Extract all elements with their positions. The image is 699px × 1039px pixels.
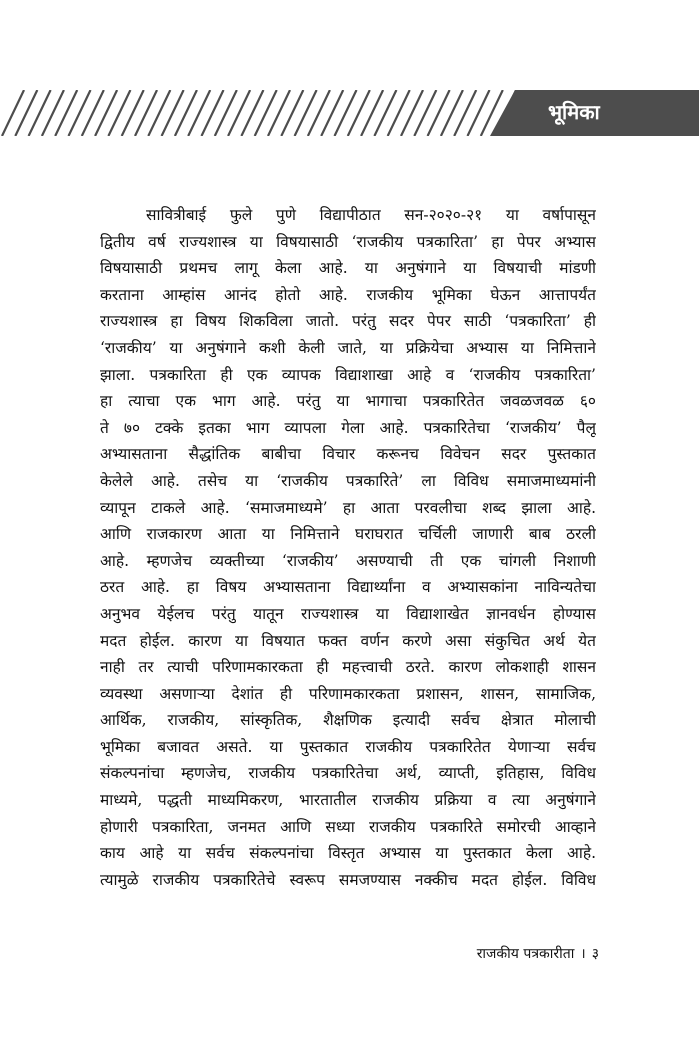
text-line: भूमिका बजावत असते. या पुस्तकात राजकीय पत्रकारितेत येणाऱ्या सर्वच	[100, 737, 596, 756]
stripe-line	[108, 90, 130, 136]
stripe-line	[361, 90, 383, 136]
text-line: होणारी पत्रकारिता, जनमत आणि सध्या राजकीय पत्रकारिते समोरची आव्हाने	[100, 817, 596, 836]
chapter-body	[100, 202, 596, 893]
stripe-line	[188, 90, 210, 136]
stripe-line	[441, 90, 463, 136]
text-line: माध्यमे, पद्धती माध्यमिकरण, भारतातील राजकीय प्रक्रिया व त्या अनुषंगाने	[100, 791, 596, 810]
stripe-line	[215, 90, 237, 136]
text-line: हा त्याचा एक भाग आहे. परंतु या भागाचा पत्रकारितेत जवळजवळ ६०	[100, 392, 596, 411]
stripe-line	[241, 90, 263, 136]
stripe-line	[162, 90, 184, 136]
stripe-line	[468, 90, 490, 136]
stripe-line	[335, 90, 357, 136]
text-line: ठरत आहे. हा विषय अभ्यासताना विद्यार्थ्यांना व अभ्यासकांना नाविन्यतेचा	[100, 578, 596, 597]
text-line: विषयासाठी प्रथमच लागू केला आहे. या अनुषंगाने या विषयाची मांडणी	[100, 259, 596, 278]
stripe-line	[268, 90, 290, 136]
page-footer	[477, 944, 599, 963]
text-line: काय आहे या सर्वच संकल्पनांचा विस्तृत अभ्यास या पुस्तकात केला आहे.	[100, 844, 596, 863]
text-line: अभ्यासताना सैद्धांतिक बाबीचा विचार करूनच विवेचन सदर पुस्तकात	[100, 445, 596, 464]
stripe-line	[374, 90, 396, 136]
text-line: मदत होईल. कारण या विषयात फक्त वर्णन करणे असा संकुचित अर्थ येत	[100, 631, 596, 650]
diagonal-stripes-decoration	[0, 90, 520, 136]
text-line: करताना आम्हांस आनंद होतो आहे. राजकीय भूमिका घेऊन आत्तापर्यंत	[100, 285, 596, 304]
footer-separator: ।	[580, 946, 586, 962]
text-line: केलेले आहे. तसेच या ‘राजकीय पत्रकारिते’ ला विविध समाजमाध्यमांनी	[100, 471, 596, 490]
text-line: आहे. म्हणजेच व्यक्तीच्या ‘राजकीय’ असण्याची ती एक चांगली निशाणी	[100, 551, 596, 570]
stripe-line	[135, 90, 157, 136]
stripe-line	[95, 90, 117, 136]
text-line: झाला. पत्रकारिता ही एक व्यापक विद्याशाखा आहे व ‘राजकीय पत्रकारिता’	[100, 365, 596, 384]
stripe-line	[175, 90, 197, 136]
stripe-line	[348, 90, 370, 136]
stripe-line	[202, 90, 224, 136]
stripe-line	[308, 90, 330, 136]
text-line: व्यापून टाकले आहे. ‘समाजमाध्यमे’ हा आता परवलीचा शब्द झाला आहे.	[100, 498, 596, 517]
stripe-line	[281, 90, 303, 136]
stripe-line	[15, 90, 37, 136]
page-number: ३	[591, 946, 599, 962]
stripe-line	[255, 90, 277, 136]
stripe-line	[321, 90, 343, 136]
text-line: ते ७० टक्के इतका भाग व्यापला गेला आहे. पत्रकारितेचा ‘राजकीय’ पैलू	[100, 418, 596, 437]
stripe-line	[295, 90, 317, 136]
stripe-line	[454, 90, 476, 136]
running-title: राजकीय पत्रकारीता	[476, 946, 575, 962]
text-line: संकल्पनांचा म्हणजेच, राजकीय पत्रकारितेचा अर्थ, व्याप्ती, इतिहास, विविध	[100, 764, 596, 783]
stripe-line	[428, 90, 450, 136]
text-line: अनुभव येईलच परंतु यातून राज्यशास्त्र या विद्याशाखेत ज्ञानवर्धन होण्यास	[100, 604, 596, 623]
text-line: राज्यशास्त्र हा विषय शिकविला जातो. परंतु सदर पेपर साठी ‘पत्रकारिता’ ही	[100, 312, 596, 331]
text-line: आणि राजकारण आता या निमित्ताने घराघरात चर्चिली जाणारी बाब ठरली	[100, 525, 596, 544]
text-line: द्वितीय वर्ष राज्यशास्त्र या विषयासाठी ‘राजकीय पत्रकारिता’ हा पेपर अभ्यास	[100, 232, 596, 251]
stripe-line	[69, 90, 91, 136]
stripe-line	[388, 90, 410, 136]
text-line: त्यामुळे राजकीय पत्रकारितेचे स्वरूप समजण्यास नक्कीच मदत होईल. विविध	[100, 870, 596, 889]
text-line: व्यवस्था असणाऱ्या देशांत ही परिणामकारकता प्रशासन, शासन, सामाजिक,	[100, 684, 596, 703]
chapter-title: भूमिका	[548, 100, 600, 124]
stripe-line	[148, 90, 170, 136]
text-line: ‘राजकीय’ या अनुषंगाने कशी केली जाते, या प्रक्रियेचा अभ्यास या निमित्ताने	[100, 338, 596, 357]
text-line: नाही तर त्याची परिणामकारकता ही महत्त्वाची ठरते. कारण लोकशाही शासन	[100, 658, 596, 677]
stripe-line	[122, 90, 144, 136]
chapter-header	[0, 90, 699, 136]
stripe-line	[414, 90, 436, 136]
stripe-line	[42, 90, 64, 136]
stripe-line	[29, 90, 51, 136]
text-line: आर्थिक, राजकीय, सांस्कृतिक, शैक्षणिक इत्यादी सर्वच क्षेत्रात मोलाची	[100, 711, 596, 730]
stripe-line	[55, 90, 77, 136]
stripe-line	[82, 90, 104, 136]
stripe-line	[228, 90, 250, 136]
text-line: सावित्रीबाई फुले पुणे विद्यापीठात सन-२०२०-२१ या वर्षापासून	[146, 206, 596, 224]
stripe-line	[401, 90, 423, 136]
stripe-line	[2, 90, 24, 136]
